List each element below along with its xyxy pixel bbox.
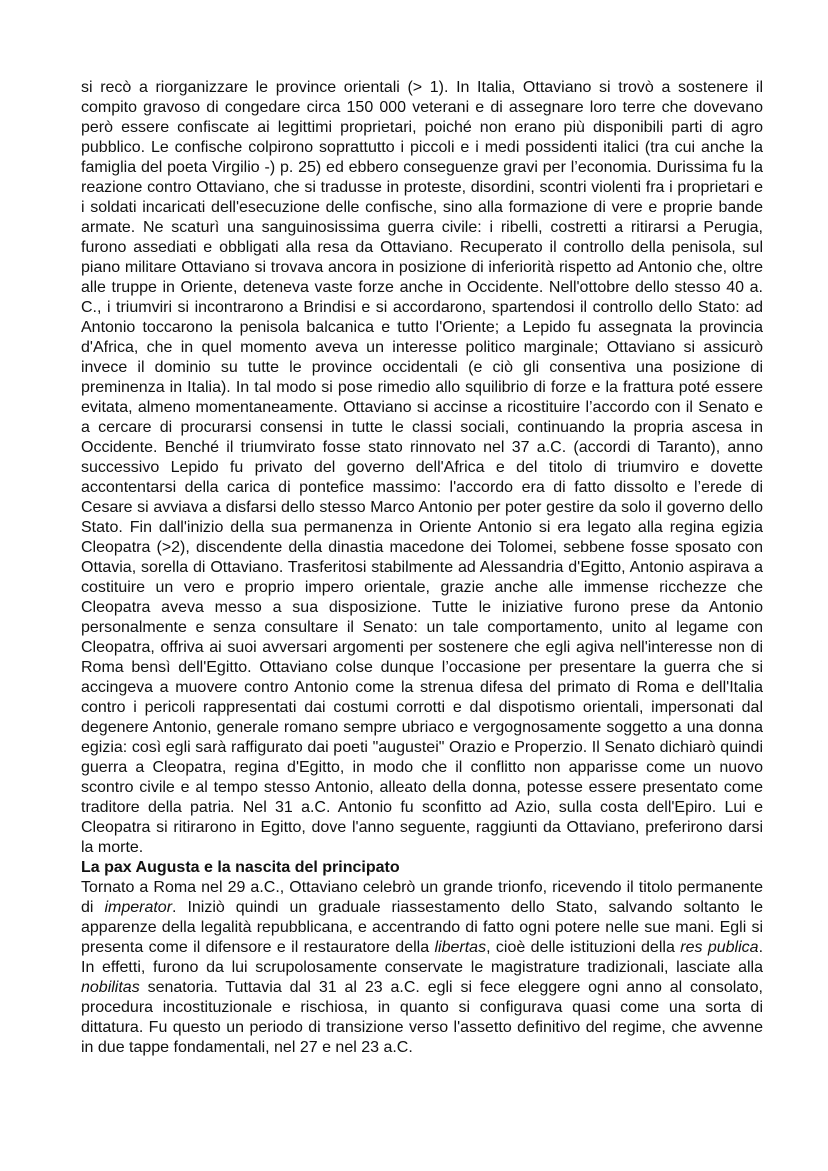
paragraph-principate bbox=[81, 878, 763, 1058]
text-run: . In effetti, furono da lui scrupolosamente conservate le magistrature tradizionali, lasciate alla bbox=[81, 939, 764, 976]
italic-term-libertas: libertas bbox=[434, 939, 487, 956]
text-run: , cioè delle istituzioni della bbox=[486, 939, 681, 956]
text-run: senatoria. Tuttavia dal 31 al 23 a.C. egli si fece eleggere ogni anno al consolato, procedura incostituzionale e rischiosa, in quanto si configurava quasi come una sorta di dittatura. Fu questo un periodo di transizione verso l'assetto definitivo del regime, che avvenne in due tappe fondamentali, nel 27 e nel 23 a.C. bbox=[81, 979, 763, 1056]
text-run: . Iniziò quindi un graduale riassestamento dello Stato, salvando soltanto le apparenze della legalità repubblicana, e accentrando di fatto ogni potere nelle sue mani. Egli si presenta come il difensore e il restauratore della bbox=[81, 899, 763, 956]
section-heading: La pax Augusta e la nascita del principato bbox=[81, 859, 400, 876]
paragraph-antony-octavian: si recò a riorganizzare le province orientali (> 1). In Italia, Ottaviano si trovò a sostenere il compito gravoso di congedare circa 150 000 veterani e di assegnare loro terre che dovevano però essere confiscate ai legittimi proprietari, poiché non erano più disponibili parti di agro pubblico. Le confische colpirono soprattutto i piccoli e i medi possidenti italici (tra cui anche la famiglia del poeta Virgilio -) p. 25) ed ebbero conseguenze gravi per l’economia. Durissima fu la reazione contro Ottaviano, che si tradusse in proteste, disordini, scontri violenti fra i proprietari e i soldati incaricati dell'esecuzione delle confische, sino alla formazione di vere e proprie bande armate. Ne scaturì una sanguinosissima guerra civile: i ribelli, costretti a ritirarsi a Perugia, furono assediati e obbligati alla resa da Ottaviano. Recuperato il controllo della penisola, sul piano militare Ottaviano si trovava ancora in posizione di inferiorità rispetto ad Antonio che, oltre alle truppe in Oriente, deteneva vaste forze anche in Occidente. Nell'ottobre dello stesso 40 a. C., i triumviri si incontrarono a Brindisi e si accordarono, spartendosi il controllo dello Stato: ad Antonio toccarono la penisola balcanica e tutto l'Oriente; a Lepido fu assegnata la provincia d'Africa, che in quel momento aveva un interesse politico marginale; Ottaviano si assicurò invece il dominio su tutte le province occidentali (e ciò gli consentiva una posizione di preminenza in Italia). In tal modo si pose rimedio allo squilibrio di forze e la frattura poté essere evitata, almeno momentaneamente. Ottaviano si accinse a ricostituire l’accordo con il Senato e a cercare di procurarsi consensi in tutte le classi sociali, continuando la propria ascesa in Occidente. Benché il triumvirato fosse stato rinnovato nel 37 a.C. (accordi di Taranto), anno successivo Lepido fu privato del governo dell'Africa e del titolo di triumviro e dovette accontentarsi della carica di pontefice massimo: l'accordo era di fatto dissolto e l’erede di Cesare si avviava a disfarsi dello stesso Marco Antonio per poter gestire da solo il governo dello Stato. Fin dall'inizio della sua permanenza in Oriente Antonio si era legato alla regina egizia Cleopatra (>2), discendente della dinastia macedone dei Tolomei, sebbene fosse sposato con Ottavia, sorella di Ottaviano. Trasferitosi stabilmente ad Alessandria d'Egitto, Antonio aspirava a costituire un vero e proprio impero orientale, grazie anche alle immense ricchezze che Cleopatra aveva messo a sua disposizione. Tutte le iniziative furono prese da Antonio personalmente e senza consultare il Senato: un tale comportamento, unito al legame con Cleopatra, offriva ai suoi avversari argomenti per sostenere che egli agiva nell'interesse non di Roma bensì dell'Egitto. Ottaviano colse dunque l’occasione per presentare la guerra che si accingeva a muovere contro Antonio come la strenua difesa del primato di Roma e dell'Italia contro i pericoli rappresentati dai costumi corrotti e dal dispotismo orientali, impersonati dal degenere Antonio, generale romano sempre ubriaco e vergognosamente soggetto a una donna egizia: così egli sarà raffigurato dai poeti "augustei" Orazio e Properzio. Il Senato dichiarò quindi guerra a Cleopatra, regina d'Egitto, in modo che il conflitto non apparisse come un nuovo scontro civile e al tempo stesso Antonio, alleato della donna, potesse essere presentato come traditore della patria. Nel 31 a.C. Antonio fu sconfitto ad Azio, sulla costa dell'Epiro. Lui e Cleopatra si ritirarono in Egitto, dove l'anno seguente, raggiunti da Ottaviano, preferirono darsi la morte. bbox=[81, 79, 763, 856]
document-page bbox=[81, 78, 763, 1058]
italic-term-imperator: imperator bbox=[104, 899, 173, 916]
italic-term-res-publica: res publica bbox=[680, 939, 759, 956]
italic-term-nobilitas: nobilitas bbox=[81, 979, 140, 996]
text-run: Tornato a Roma nel 29 a.C., Ottaviano celebrò un grande trionfo, ricevendo il titolo permanente di bbox=[81, 879, 763, 916]
